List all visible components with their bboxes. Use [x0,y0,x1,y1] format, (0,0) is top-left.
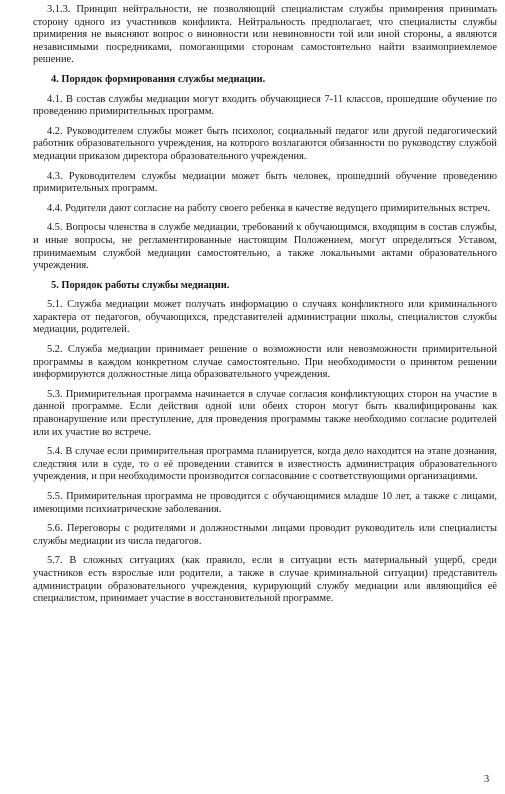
paragraph-5-7: 5.7. В сложных ситуациях (как правило, если в ситуации есть материальный ущерб, среди участников есть взрослые или родители, а также в случае криминальной ситуации) представитель администрации образовательного учреждения, курирующий службу медиации или являющийся её специалистом, принимает участие в восстановительной программе. [33,555,497,605]
section-heading-5: 5. Порядок работы службы медиации. [51,279,230,291]
paragraph-4-3: 4.3. Руководителем службы медиации может быть человек, прошедший обучение проведению примирительных программ. [33,170,497,195]
paragraph-3-1-3: 3.1.3. Принцип нейтральности, не позволяющий специалистам службы примирения принимать сторону одного из участников конфликта. Нейтральность предполагает, что специалисты службы примирения не выясняют вопрос о виновности или невиновности той или иной стороны, а являются независимыми посредниками, помогающими сторонам самостоятельно найти взаимоприемлемое решение. [33,4,497,66]
paragraph-5-1: 5.1. Служба медиации может получать информацию о случаях конфликтного или криминального характера от педагогов, обучающихся, представителей администрации школы, специалистов службы медиации, родителей. [33,299,497,336]
document-body [33,4,497,613]
paragraph-4-1: 4.1. В состав службы медиации могут входить обучающиеся 7-11 классов, прошедшие обучение по проведению примирительных программ. [33,93,497,118]
paragraph-5-3: 5.3. Примирительная программа начинается в случае согласия конфликтующих сторон на участие в данной программе. Если действия одной или обеих сторон могут быть квалифицированы как правонарушение или преступление, для проведения программы также необходимо согласие родителей или их участие во встрече. [33,388,497,438]
paragraph-4-4: 4.4. Родители дают согласие на работу своего ребенка в качестве ведущего примирительных встреч. [47,202,491,214]
paragraph-4-5: 4.5. Вопросы членства в службе медиации, требований к обучающимся, входящим в состав службы, и иные вопросы, не регламентированные настоящим Положением, могут определяться Уставом, принимаемым службой медиации самостоятельно, а также локальными актами образовательного учреждения. [33,222,497,272]
section-heading-4: 4. Порядок формирования службы медиации. [51,73,266,85]
paragraph-5-4: 5.4. В случае если примирительная программа планируется, когда дело находится на этапе дознания, следствия или в суде, то о её проведении ставится в известность администрация образовательного учреждения, и при необходимости производится согласование с соответствующими организациями. [33,446,497,483]
page-number: 3 [484,774,490,785]
paragraph-4-2: 4.2. Руководителем службы может быть психолог, социальный педагог или другой педагогический работник образовательного учреждения, на которого возлагаются обязанности по руководству службой медиации приказом директора образовательного учреждения. [33,125,497,162]
paragraph-5-6: 5.6. Переговоры с родителями и должностными лицами проводит руководитель или специалисты службы медиации из числа педагогов. [33,523,497,547]
paragraph-5-2: 5.2. Служба медиации принимает решение о возможности или невозможности примирительной программы в каждом конкретном случае самостоятельно. При необходимости о принятом решении информируются должностные лица образовательного учреждения. [33,344,497,381]
paragraph-5-5: 5.5. Примирительная программа не проводится с обучающимися младше 10 лет, а также с лицами, имеющими психиатрические заболевания. [33,491,497,515]
